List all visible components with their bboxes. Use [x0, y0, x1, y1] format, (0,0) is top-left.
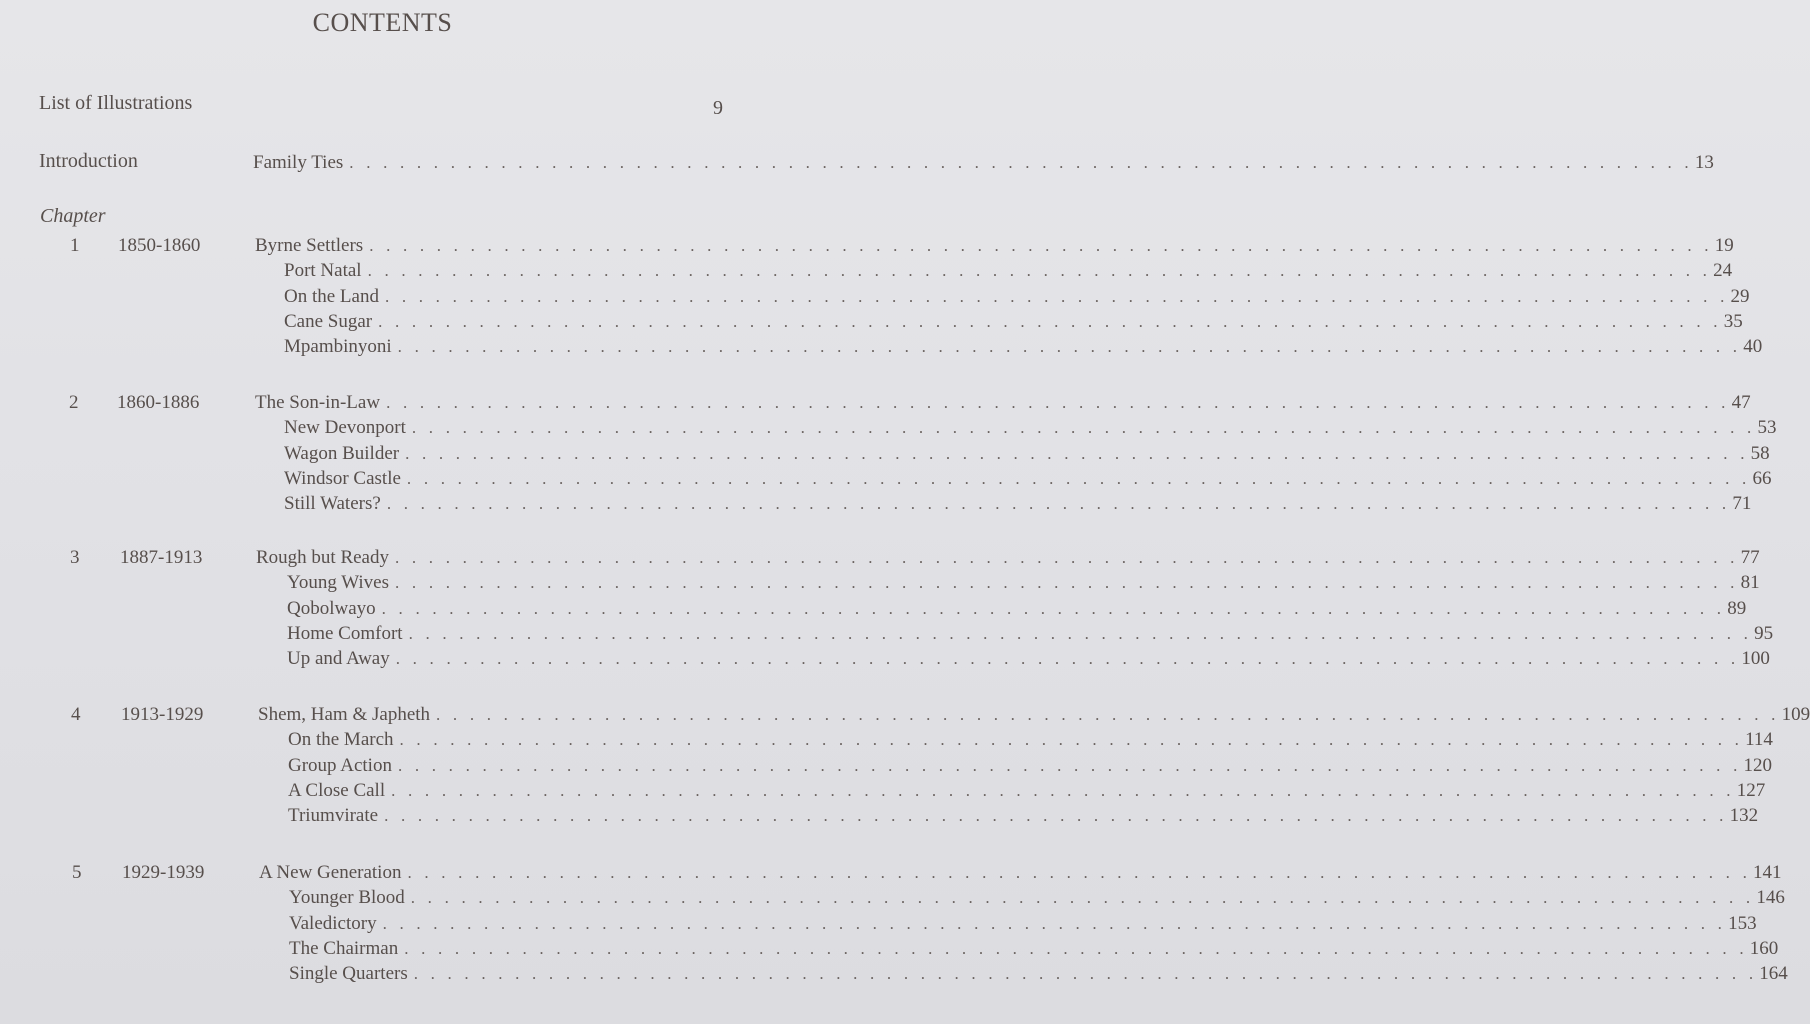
chapter-years: 1913-1929 [121, 704, 204, 725]
illustrations-page-number: 9 [713, 97, 723, 119]
chapter-years: 1850-1860 [118, 235, 201, 256]
section-entry-title: Port Natal [284, 260, 362, 281]
section-entry-page-number: 146 [1756, 887, 1785, 908]
section-entry-page-number: 71 [1732, 493, 1752, 514]
section-entry [287, 647, 1770, 671]
dot-leader: . . . . . . . . . . . . . . . . . . . . . . . . . . . . . . . . . . . . . . . . . . . . . . . . . . . . . . . . . . . . . . . . . . . . . . . . . . . . . . . . [349, 153, 1693, 172]
section-entry-title: Younger Blood [289, 887, 405, 908]
section-entry-title: Up and Away [287, 648, 390, 669]
section-entry-page-number: 160 [1749, 938, 1779, 959]
chapter-entry-page-number: 19 [1714, 235, 1734, 256]
chapter-entry [259, 861, 1782, 885]
dot-leader: . . . . . . . . . . . . . . . . . . . . . . . . . . . . . . . . . . . . . . . . . . . . . . . . . . . . . . . . . . . . . . . . . . . . . . . . . . . . . . . . [436, 705, 1780, 724]
section-entry-title: New Devonport [284, 417, 406, 438]
section-entry-page-number: 66 [1752, 468, 1772, 489]
chapter-entry-page-number: 47 [1731, 392, 1751, 413]
section-entry-page-number: 40 [1743, 336, 1763, 357]
section-entry-title: Mpambinyoni [284, 336, 392, 357]
section-entry [287, 622, 1774, 646]
chapter-entry [258, 703, 1810, 727]
chapter-entry-title: A New Generation [259, 862, 402, 883]
section-entry-page-number: 114 [1745, 729, 1773, 750]
introduction-label: Introduction [39, 150, 138, 172]
section-entry-title: Single Quarters [289, 963, 408, 984]
section-entry [287, 597, 1747, 621]
section-entry-title: On the March [288, 729, 394, 750]
dot-leader: . . . . . . . . . . . . . . . . . . . . . . . . . . . . . . . . . . . . . . . . . . . . . . . . . . . . . . . . . . . . . . . . . . . . . . . . . . . . . . . . [382, 914, 1727, 933]
section-entry [284, 335, 1763, 359]
dot-leader: . . . . . . . . . . . . . . . . . . . . . . . . . . . . . . . . . . . . . . . . . . . . . . . . . . . . . . . . . . . . . . . . . . . . . . . . . . . . . . . . [369, 236, 1713, 255]
section-entry-page-number: 24 [1713, 260, 1733, 281]
dot-leader: . . . . . . . . . . . . . . . . . . . . . . . . . . . . . . . . . . . . . . . . . . . . . . . . . . . . . . . . . . . . . . . . . . . . . . . . . . . . . . . . [386, 494, 1731, 513]
section-entry-page-number: 95 [1754, 623, 1774, 644]
chapter-number: 1 [70, 235, 80, 256]
section-entry [288, 754, 1773, 778]
dot-leader: . . . . . . . . . . . . . . . . . . . . . . . . . . . . . . . . . . . . . . . . . . . . . . . . . . . . . . . . . . . . . . . . . . . . . . . . . . . . . . . . [399, 730, 1744, 749]
section-entry-page-number: 89 [1727, 598, 1747, 619]
section-entry-page-number: 164 [1759, 963, 1788, 984]
dot-leader: . . . . . . . . . . . . . . . . . . . . . . . . . . . . . . . . . . . . . . . . . . . . . . . . . . . . . . . . . . . . . . . . . . . . . . . . . . . . . . . . [405, 444, 1749, 463]
dot-leader: . . . . . . . . . . . . . . . . . . . . . . . . . . . . . . . . . . . . . . . . . . . . . . . . . . . . . . . . . . . . . . . . . . . . . . . . . . . . . . . . [391, 781, 1735, 800]
section-entry-title: Windsor Castle [284, 468, 401, 489]
chapter-entry-page-number: 141 [1753, 862, 1782, 883]
dot-leader: . . . . . . . . . . . . . . . . . . . . . . . . . . . . . . . . . . . . . . . . . . . . . . . . . . . . . . . . . . . . . . . . . . . . . . . . . . . . . . . . [413, 964, 1758, 983]
section-entry [284, 442, 1770, 466]
dot-leader: . . . . . . . . . . . . . . . . . . . . . . . . . . . . . . . . . . . . . . . . . . . . . . . . . . . . . . . . . . . . . . . . . . . . . . . . . . . . . . . . [384, 806, 1728, 825]
section-entry [284, 467, 1772, 491]
dot-leader: . . . . . . . . . . . . . . . . . . . . . . . . . . . . . . . . . . . . . . . . . . . . . . . . . . . . . . . . . . . . . . . . . . . . . . . . . . . . . . . . [397, 337, 1742, 356]
section-entry [289, 937, 1779, 961]
section-entry-title: Young Wives [287, 572, 390, 593]
chapter-entry [255, 234, 1734, 258]
section-entry-title: The Chairman [289, 938, 399, 959]
section-entry [287, 571, 1760, 595]
chapter-entry-title: Rough but Ready [256, 547, 389, 568]
dot-leader: . . . . . . . . . . . . . . . . . . . . . . . . . . . . . . . . . . . . . . . . . . . . . . . . . . . . . . . . . . . . . . . . . . . . . . . . . . . . . . . . [407, 863, 1752, 882]
section-entry-title: Qobolwayo [287, 598, 376, 619]
chapter-years: 1860-1886 [117, 392, 200, 413]
section-entry-page-number: 29 [1730, 286, 1750, 307]
section-entry-title: Cane Sugar [284, 311, 373, 332]
section-entry-title: Home Comfort [287, 623, 403, 644]
dot-leader: . . . . . . . . . . . . . . . . . . . . . . . . . . . . . . . . . . . . . . . . . . . . . . . . . . . . . . . . . . . . . . . . . . . . . . . . . . . . . . . . [381, 599, 1726, 618]
dot-leader: . . . . . . . . . . . . . . . . . . . . . . . . . . . . . . . . . . . . . . . . . . . . . . . . . . . . . . . . . . . . . . . . . . . . . . . . . . . . . . . . [397, 756, 1742, 775]
section-entry [284, 492, 1752, 516]
section-entry [288, 779, 1766, 803]
section-entry [284, 310, 1743, 334]
chapter-entry-page-number: 109 [1781, 704, 1810, 725]
chapter-entry-page-number: 77 [1740, 547, 1760, 568]
section-entry [289, 886, 1785, 910]
section-entry-page-number: 81 [1740, 572, 1760, 593]
chapter-number: 3 [70, 547, 80, 568]
dot-leader: . . . . . . . . . . . . . . . . . . . . . . . . . . . . . . . . . . . . . . . . . . . . . . . . . . . . . . . . . . . . . . . . . . . . . . . . . . . . . . . . [395, 573, 1739, 592]
section-entry [289, 912, 1757, 936]
chapter-entry-title: Shem, Ham & Japheth [258, 704, 431, 725]
section-entry-page-number: 58 [1750, 443, 1770, 464]
section-entry-title: Wagon Builder [284, 443, 400, 464]
page-title: CONTENTS [312, 8, 453, 37]
dot-leader: . . . . . . . . . . . . . . . . . . . . . . . . . . . . . . . . . . . . . . . . . . . . . . . . . . . . . . . . . . . . . . . . . . . . . . . . . . . . . . . . [367, 261, 1712, 280]
section-entry [288, 804, 1759, 828]
section-entry-page-number: 120 [1743, 755, 1773, 776]
section-entry-page-number: 153 [1728, 913, 1757, 934]
chapter-number: 4 [71, 704, 81, 725]
section-entry-page-number: 127 [1736, 780, 1766, 801]
section-entry-title: Group Action [288, 755, 392, 776]
dot-leader: . . . . . . . . . . . . . . . . . . . . . . . . . . . . . . . . . . . . . . . . . . . . . . . . . . . . . . . . . . . . . . . . . . . . . . . . . . . . . . . . [411, 418, 1756, 437]
introduction-entry-title: Family Ties [253, 152, 344, 173]
dot-leader: . . . . . . . . . . . . . . . . . . . . . . . . . . . . . . . . . . . . . . . . . . . . . . . . . . . . . . . . . . . . . . . . . . . . . . . . . . . . . . . . [378, 312, 1722, 331]
dot-leader: . . . . . . . . . . . . . . . . . . . . . . . . . . . . . . . . . . . . . . . . . . . . . . . . . . . . . . . . . . . . . . . . . . . . . . . . . . . . . . . . [410, 888, 1755, 907]
chapter-entry-title: Byrne Settlers [255, 235, 364, 256]
dot-leader: . . . . . . . . . . . . . . . . . . . . . . . . . . . . . . . . . . . . . . . . . . . . . . . . . . . . . . . . . . . . . . . . . . . . . . . . . . . . . . . . [386, 393, 1730, 412]
section-entry-title: Triumvirate [288, 805, 379, 826]
section-entry-page-number: 35 [1723, 311, 1743, 332]
section-entry-title: Still Waters? [284, 493, 381, 514]
chapter-years: 1929-1939 [122, 862, 205, 883]
section-entry-title: Valedictory [289, 913, 377, 934]
dot-leader: . . . . . . . . . . . . . . . . . . . . . . . . . . . . . . . . . . . . . . . . . . . . . . . . . . . . . . . . . . . . . . . . . . . . . . . . . . . . . . . . [395, 649, 1740, 668]
section-entry-page-number: 132 [1729, 805, 1759, 826]
dot-leader: . . . . . . . . . . . . . . . . . . . . . . . . . . . . . . . . . . . . . . . . . . . . . . . . . . . . . . . . . . . . . . . . . . . . . . . . . . . . . . . . [406, 469, 1751, 488]
section-entry [289, 962, 1788, 986]
introduction-entry [253, 151, 1714, 175]
dot-leader: . . . . . . . . . . . . . . . . . . . . . . . . . . . . . . . . . . . . . . . . . . . . . . . . . . . . . . . . . . . . . . . . . . . . . . . . . . . . . . . . [384, 287, 1729, 306]
section-entry-page-number: 100 [1741, 648, 1770, 669]
front-matter-illustrations [0, 92, 765, 118]
section-entry-page-number: 53 [1757, 417, 1777, 438]
dot-leader: . . . . . . . . . . . . . . . . . . . . . . . . . . . . . . . . . . . . . . . . . . . . . . . . . . . . . . . . . . . . . . . . . . . . . . . . . . . . . . . . [404, 939, 1748, 958]
chapter-entry [255, 391, 1751, 415]
section-entry-title: On the Land [284, 286, 379, 307]
chapter-entry [256, 546, 1760, 570]
chapter-number: 2 [69, 392, 79, 413]
section-entry [284, 285, 1750, 309]
illustrations-label: List of Illustrations [39, 92, 193, 114]
chapter-years: 1887-1913 [120, 547, 203, 568]
section-entry [288, 728, 1773, 752]
section-entry-title: A Close Call [288, 780, 386, 801]
dot-leader: . . . . . . . . . . . . . . . . . . . . . . . . . . . . . . . . . . . . . . . . . . . . . . . . . . . . . . . . . . . . . . . . . . . . . . . . . . . . . . . . [395, 548, 1739, 567]
dot-leader: . . . . . . . . . . . . . . . . . . . . . . . . . . . . . . . . . . . . . . . . . . . . . . . . . . . . . . . . . . . . . . . . . . . . . . . . . . . . . . . . [408, 624, 1753, 643]
chapter-number: 5 [72, 862, 82, 883]
introduction-page-number: 13 [1694, 152, 1714, 173]
section-entry [284, 416, 1777, 440]
chapter-entry-title: The Son-in-Law [255, 392, 381, 413]
section-entry [284, 259, 1733, 283]
chapter-heading: Chapter [40, 205, 106, 227]
